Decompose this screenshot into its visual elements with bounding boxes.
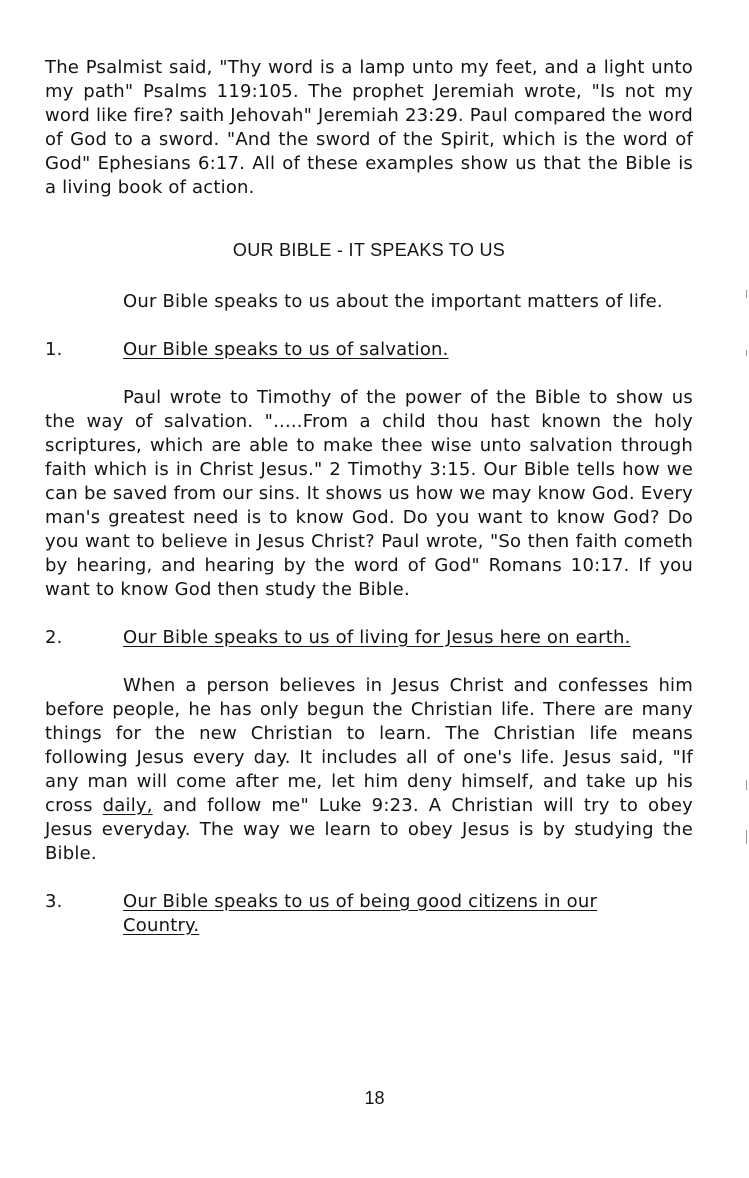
numbered-heading-2 xyxy=(45,626,693,650)
scan-mark xyxy=(746,290,747,298)
scan-mark xyxy=(746,780,747,790)
item-2-body-emphasis: daily, xyxy=(102,795,153,816)
numbered-heading-1 xyxy=(45,338,693,362)
item-title: Our Bible speaks to us of salvation. xyxy=(123,339,449,360)
item-title: Our Bible speaks to us of being good citizens in our Country. xyxy=(123,891,598,936)
item-title: Our Bible speaks to us of living for Jesus here on earth. xyxy=(123,627,631,648)
section-intro-paragraph: Our Bible speaks to us about the important matters of life. xyxy=(123,291,663,312)
page-number: 18 xyxy=(364,1088,385,1108)
item-2-body xyxy=(45,674,693,866)
intro-paragraph: The Psalmist said, "Thy word is a lamp unto my feet, and a light unto my path" Psalms 119:105. The prophet Jeremiah wrote, "Is not my word like fire? saith Jehovah" Jeremiah 23:29. Paul compared the word of God to a sword. "And the sword of the Spirit, which is the word of God" Ephesians 6:17. All of these examples show us that the Bible is a living book of action. xyxy=(45,57,693,198)
item-number: 2. xyxy=(45,627,63,648)
item-2-body-start: When a person believes in Jesus Christ and confesses him before people, he has only begun the Christian life. There are many things for the new Christian to learn. The Christian life means following Jesus every day. It includes all of one's life. Jesus said, "If any man will come after me, let him deny himself, and take up his cross xyxy=(45,675,693,816)
item-2-body-end: and follow me" Luke 9:23. A Christian will try to obey Jesus everyday. The way we learn to obey Jesus is by studying the Bible. xyxy=(45,795,693,864)
item-number: 3. xyxy=(45,891,63,912)
scan-mark xyxy=(746,830,747,844)
item-number: 1. xyxy=(45,339,63,360)
scan-mark xyxy=(746,350,747,356)
item-1-body: Paul wrote to Timothy of the power of the Bible to show us the way of salvation. ".....From a child thou hast known the holy scriptures, which are able to make thee wise unto salvation through faith which is in Christ Jesus." 2 Timothy 3:15. Our Bible tells how we can be saved from our sins. It shows us how we may know God. Every man's greatest need is to know God. Do you want to know God? Do you want to believe in Jesus Christ? Paul wrote, "So then faith cometh by hearing, and hearing by the word of God" Romans 10:17. If you want to know God then study the Bible. xyxy=(45,387,693,600)
page-content xyxy=(45,56,693,962)
section-heading: OUR BIBLE - IT SPEAKS TO US xyxy=(232,240,506,260)
numbered-heading-3 xyxy=(45,890,693,938)
